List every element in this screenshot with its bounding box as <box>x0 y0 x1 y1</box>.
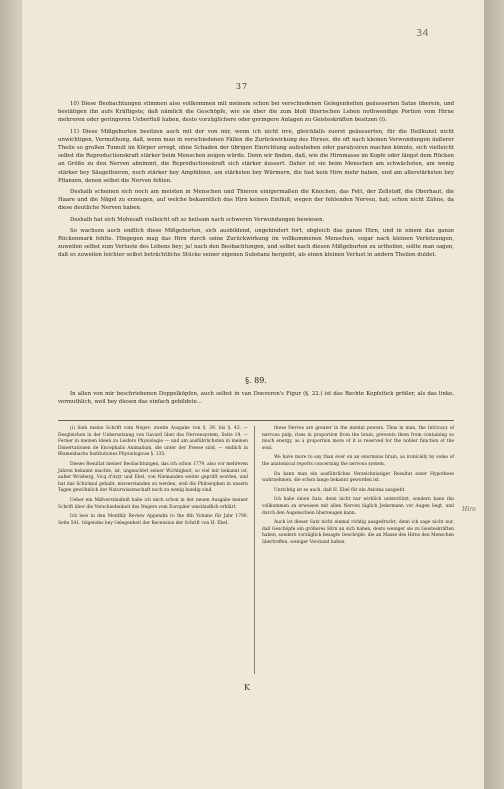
paragraph-so-wachsen: So wachsen auch endlich diese Mißgeburten, sich ausbildend, ungehindert fort, obgleich das ganze Hirn, und in einem das ganze Rückenmark fehlte. Hingegen mag das Hirn durch seine Zurückwirkung im vollkommenen Menschen, sogar nach kleinen Verletzungen, zuweilen selbst zum Verluste des Lebens bey; ja! nach den Beobachtungen, und selbst nach diesen Mißgeburten zu urtheilen, sollte man sagen, daß es zuweilen leichter selbst beträchtliche Stücke seiner eigenen Substanz hergiebt, als einen kleinen Verlust in andern Theilen duldet. <box>58 227 454 259</box>
scan-right-edge <box>484 0 504 789</box>
archive-number: 34 <box>416 28 429 39</box>
footnote-right-4: Unrichtig ist es auch, daß H. Ebel für ein Axioma ausgiebt. <box>274 487 406 493</box>
signature-mark: K <box>244 683 250 692</box>
footnotes-right-column <box>262 426 454 550</box>
margin-note: Hirn <box>462 506 476 513</box>
section-heading: §. 89. <box>245 376 267 385</box>
column-divider <box>254 426 255 674</box>
footnote-left-3: Ueber ein Mißverständniß habe ich mich schon in der neuen Ausgabe meiner Schrift über die Verschiedenheit des Negers vom Europäer umständlich erklärt. <box>58 497 248 510</box>
paragraph-deshalb-1: Deshalb scheinen sich noch am meisten in Menschen und Thieren einigermaßen die Knochen, das Fett, der Zellstoff, die Oberhaut, die Haare und die Nägel zu erzeugen, auf welche bekanntlich das Hirn keinen Einfluß, wegen der fehlenden Nerven, hat; schon nicht Zähne, da diese deutliche Nerven haben. <box>58 189 454 212</box>
footnote-right-2: We have more to say than ever on an enormous brain, as ironically by some of the anatomical reports concerning the nervous system. <box>262 455 454 467</box>
footnote-left-1: (i) Sieh meine Schrift vom Neger; zweite Ausgabe von §. 39. bis §. 43. — Desgleichen in der Uebersetzung von Gavard über das Nervensystem, Seite 19. — Ferner in meinen Ideen zu Lesfers Physiologie — und am ausführlichsten in meinen Dissertationen de Encephalis Animalium, die unter der Presse sind, — endlich in Blumenbachs Institutiones Physiologicae §. 135. <box>58 426 248 458</box>
footnote-right-1: these Nerves are greater in the mental powers. Thus in man, the Intricacy of nervous pulp, rises in proportion from the brain, prevents them from containing so much energy, as a proportion more of it is reserved for the nobler function of the soul. <box>262 426 454 451</box>
paragraph-10: 10) Diese Beobachtungen stimmen also vollkommen mit meinem schon bei verschiedenen Gelegenheiten geäusserten Satze überein, und bestätigen ihn aufs Kräftigste; daß nämlich die Geschöpfe, wie sie über die zum bloß thierischen Leben nothwendige Portion vom Hirne mehreren oder geringeren Ueberfluß haben, desto vorzüglichere oder geringere Anlagen zu Geisteskräften besitzen (i). <box>58 101 454 124</box>
footnotes-left-column <box>58 426 248 530</box>
scan-left-edge <box>0 0 22 789</box>
page-number: 37 <box>235 82 249 91</box>
main-text-block <box>58 100 454 263</box>
footnote-right-5: Ich habe einen Satz, denn nicht nur wirklich unterstützt, sondern kann ihn vollkommen zu erweisen mit allen Nerven täglich Jedermann vor Augen liegt, und durch den Augenschein überzeugen kann. <box>262 497 454 516</box>
paragraph-11: 11) Diese Mißgeburten besitzen auch mit der von mir, wenn ich nicht irre, gleichfalls zuerst geäusserten, für die Heilkunst nicht unwichtigen, Vermuthung, daß, wenn man in verschiedenen Fällen die Zurückwirkung des Hirnes, die oft nach kleinen Verwundungen äußerer Theile so großen Tumult im Körper erregt, ohne Schaden der übrigen Einrichtung aufzuheben oder paralysiren machen könnte, sich vielleicht selbst die Reproductionskraft stärker beim Menschen zeigen würde. Denn wir finden, daß, wie die Hirnmasse im Kopfe oder längst dem Rücken an Größe zu den Nerven abnimmt, die Reproductionskraft sich stärker äussert. Daher ist sie beim Menschen am schwächsten, am wenig stärker bey Säugethieren, noch stärker bey Amphibien, am stärksten bey Würmern, die fast kein Hirn mehr haben, und am allerstärksten bey Pflanzen, denen selbst die Nerven fehlen. <box>58 128 454 184</box>
footnote-rule <box>58 420 454 421</box>
footnote-left-4: Ich lese in den Monthly Review Appendix to the 6th Volume für Jahr 1790. Seite 541. folgendes bey Gelegenheit der Recension der Schrift von H. Ebel. <box>58 514 248 526</box>
footnote-left-2: Dieses Resultat meiner Beobachtungen, das ich schon 1779. also vor mehreren Jahren bekannt machte, ist, ungeachtet seiner Wichtigkeit, so viel mir bekannt ist, außer Wrisberg, Vicq d'Azyr und Ebel, von Niemanden weiter geprüft worden, und hat das Schicksal gehabt, misverstanden zu werden, weil die Philosophen in unsern Tagen gewöhnlich der Naturwissenschaft noch zu wenig kundig sind. <box>58 461 248 494</box>
paragraph-deshalb-2: Deshalb hat sich Mohnsaft vielleicht oft so heilsam nach schweren Verwundungen bewiesen. <box>70 216 325 223</box>
footnote-right-6: Auch ist dieser Satz nicht einmal richtig ausgedruckt; denn ich sage nicht nur, daß Geschöpfe ein größeres Hirn an sich haben, desto weniger sie zu Geisteskräften haben, sondern vorzüglich besagte Geschöpfe, die an Masse des Hirns den Menschen übertreffen, weniger Verstand haben. <box>262 520 454 545</box>
section-89-text <box>58 390 454 409</box>
footnote-right-3: Da kann man ein ausführliches Verzeichnisziger Resultat einer Hypothese wahrnehmen, die schon lange bekannt geworden ist. <box>262 471 454 484</box>
section-paragraph: In allen von mir beschriebenen Doppelköpfen, auch selbst in van Doeveren's Figur (§. 22.) ist das Rechte Kopfstück größer, als das linke, vermuthlich, weil bey diesen das einfach gebildete... <box>58 391 454 406</box>
